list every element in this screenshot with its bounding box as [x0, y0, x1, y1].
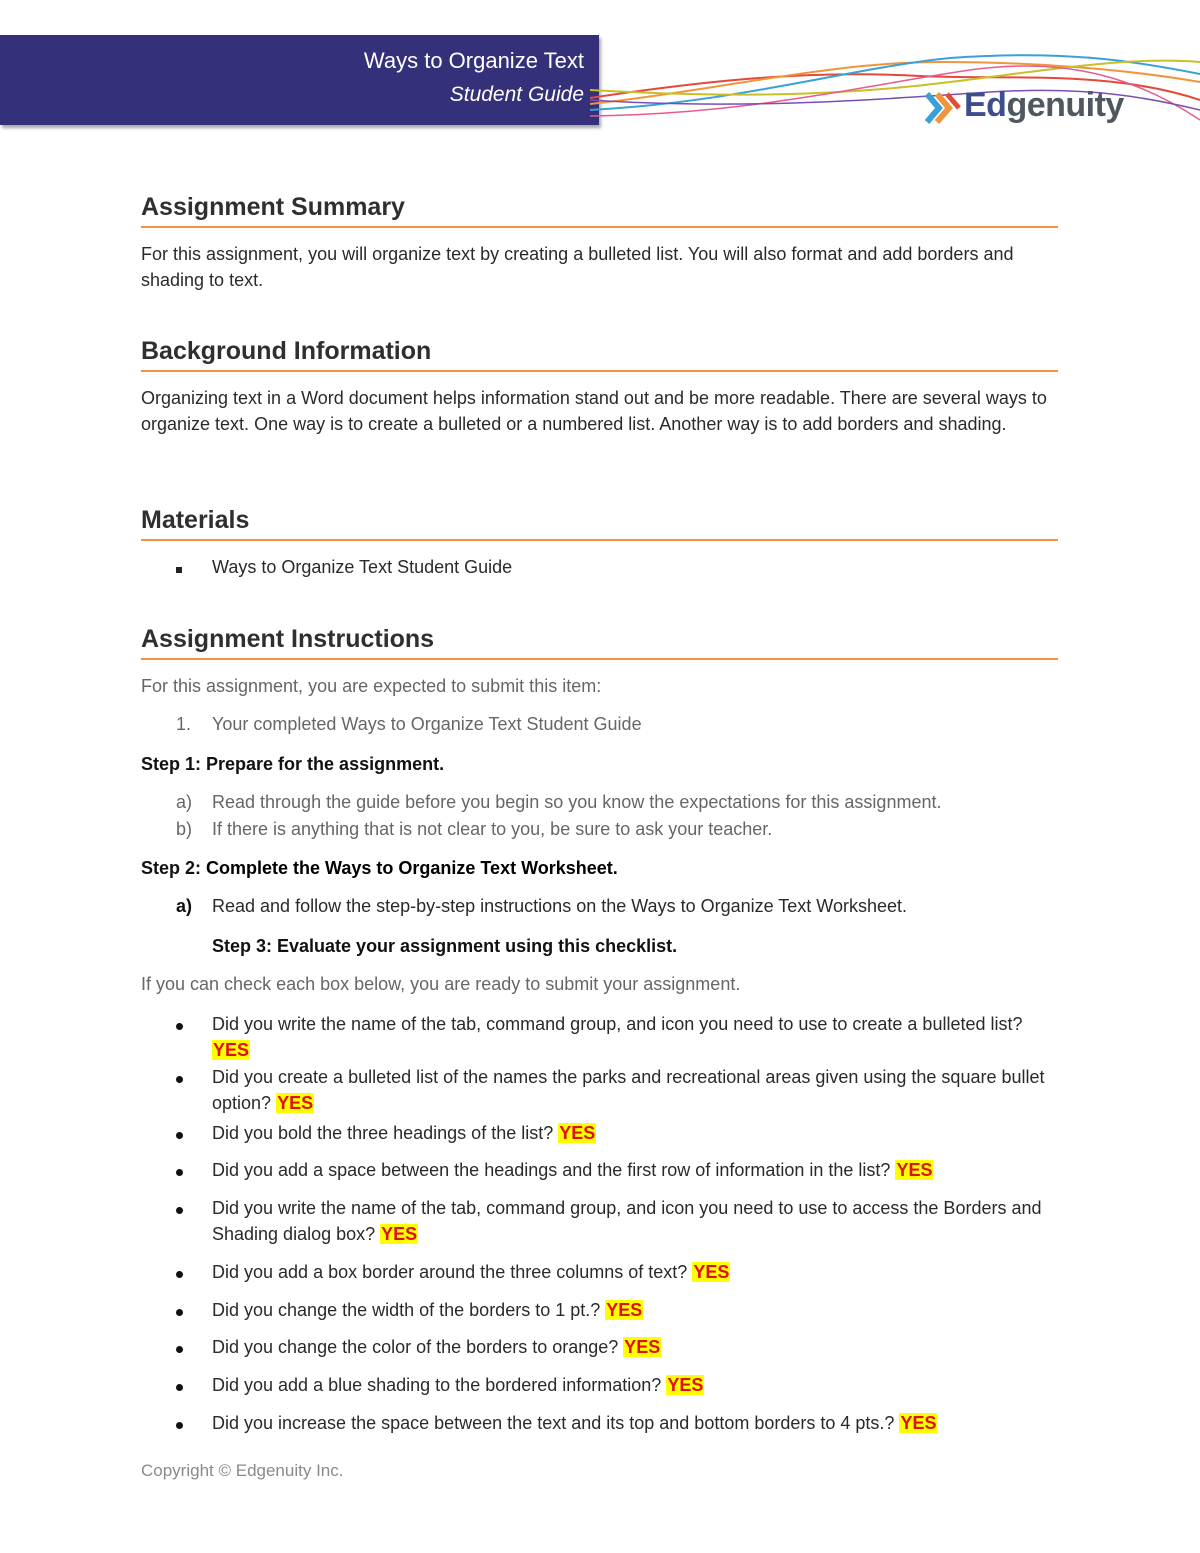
yes-answer: YES [381, 1224, 418, 1244]
checklist-question: Did you change the width of the borders to 1 pt.? [212, 1300, 606, 1320]
checklist-question: Did you bold the three headings of the list? [212, 1123, 554, 1143]
instructions-intro: For this assignment, you are expected to submit this item: [141, 676, 602, 696]
list-item [141, 711, 1061, 737]
bullet-icon [176, 1011, 206, 1037]
step1-item: If there is anything that is not clear to you, be sure to ask your teacher. [212, 819, 773, 839]
checklist-question: Did you change the color of the borders to orange? [212, 1337, 619, 1357]
checklist-text [212, 1259, 1061, 1285]
section-heading-summary: Assignment Summary [141, 193, 1058, 228]
checklist-question: Did you write the name of the tab, command group, and icon you need to use to create a bulleted list? [212, 1014, 1023, 1034]
background-text: Organizing text in a Word document helps information stand out and be more readable. There are several ways to organize text. One way is to create a bulleted or a numbered list. Another way is to add borders and shading. [141, 388, 1047, 434]
yes-answer: YES [896, 1160, 933, 1180]
checklist-question: Did you add a space between the headings and the first row of information in the list? [212, 1160, 891, 1180]
square-bullet-icon [176, 554, 206, 580]
bullet-icon [176, 1157, 206, 1183]
copyright: Copyright © Edgenuity Inc. [141, 1461, 344, 1480]
checklist-question: Did you add a blue shading to the bordered information? [212, 1375, 662, 1395]
checklist-text [212, 1410, 1061, 1436]
logo-rest: genuity [1006, 86, 1124, 124]
bullet-icon [176, 1297, 206, 1323]
checklist-text [212, 1064, 1061, 1116]
checklist-item [141, 1410, 1061, 1436]
bullet-icon [176, 1372, 206, 1398]
bullet-icon [176, 1120, 206, 1146]
material-item: Ways to Organize Text Student Guide [212, 557, 513, 577]
checklist-text [212, 1297, 1061, 1323]
edgenuity-logo [964, 88, 1124, 122]
checklist-item [141, 1011, 1061, 1063]
section-heading-background: Background Information [141, 337, 1058, 372]
list-item [141, 893, 1061, 919]
bullet-icon [176, 1064, 206, 1090]
checklist-question: Did you add a box border around the three columns of text? [212, 1262, 688, 1282]
checklist-text [212, 1120, 1061, 1146]
step3-label: Step 3: Evaluate your assignment using this checklist. [212, 936, 678, 956]
summary-text: For this assignment, you will organize text by creating a bulleted list. You will also format and add borders and shading to text. [141, 244, 1014, 290]
checklist-text [212, 1195, 1061, 1247]
edgenuity-logo-icon [925, 88, 961, 128]
submit-item: Your completed Ways to Organize Text Student Guide [212, 714, 642, 734]
header-banner [0, 35, 599, 125]
checklist-text [212, 1372, 1061, 1398]
checklist-question: Did you write the name of the tab, command group, and icon you need to use to access the Borders and Shading dialog box? [212, 1198, 1042, 1244]
checklist-item [141, 1064, 1061, 1116]
list-letter: a) [176, 896, 193, 916]
logo-ed: Ed [964, 86, 1007, 124]
list-item [141, 816, 1061, 842]
checklist-text [212, 1334, 1061, 1360]
bullet-icon [176, 1410, 206, 1436]
step2-item: Read and follow the step-by-step instructions on the Ways to Organize Text Worksheet. [212, 896, 908, 916]
step1-item: Read through the guide before you begin so you know the expectations for this assignment. [212, 792, 942, 812]
section-heading-instructions: Assignment Instructions [141, 625, 1058, 660]
yes-answer: YES [213, 1040, 250, 1060]
yes-answer: YES [900, 1413, 937, 1433]
checklist-text [212, 1157, 1061, 1183]
document-subtitle: Student Guide [449, 83, 584, 106]
checklist-item [141, 1372, 1061, 1398]
list-item [141, 789, 1061, 815]
checklist-question: Did you increase the space between the text and its top and bottom borders to 4 pts.? [212, 1413, 895, 1433]
list-number: 1. [176, 714, 192, 734]
bullet-icon [176, 1195, 206, 1221]
checklist-item [141, 1195, 1061, 1247]
checklist-text [212, 1011, 1061, 1063]
checklist-question: Did you create a bulleted list of the names the parks and recreational areas given using the square bullet option? [212, 1067, 1045, 1113]
yes-answer: YES [277, 1093, 314, 1113]
checklist-item [141, 1334, 1061, 1360]
checklist-item [141, 1259, 1061, 1285]
document-title: Ways to Organize Text [363, 48, 584, 73]
step2-label [141, 855, 1061, 881]
yes-answer: YES [693, 1262, 730, 1282]
checklist-item [141, 1297, 1061, 1323]
checklist-intro: If you can check each box below, you are ready to submit your assignment. [141, 974, 741, 994]
step2-prefix: Step 2: [141, 858, 207, 878]
yes-answer: YES [606, 1300, 643, 1320]
step2-title: Complete the Ways to Organize Text Worksheet. [206, 858, 618, 878]
checklist-item [141, 1157, 1061, 1183]
bullet-icon [176, 1259, 206, 1285]
list-letter: b) [176, 819, 193, 839]
yes-answer: YES [559, 1123, 596, 1143]
checklist-item [141, 1120, 1061, 1146]
yes-answer: YES [667, 1375, 704, 1395]
yes-answer: YES [624, 1337, 661, 1357]
bullet-icon [176, 1334, 206, 1360]
section-heading-materials: Materials [141, 506, 1058, 541]
step1-label: Step 1: Prepare for the assignment. [141, 754, 445, 774]
list-item [141, 554, 1061, 580]
list-letter: a) [176, 792, 193, 812]
